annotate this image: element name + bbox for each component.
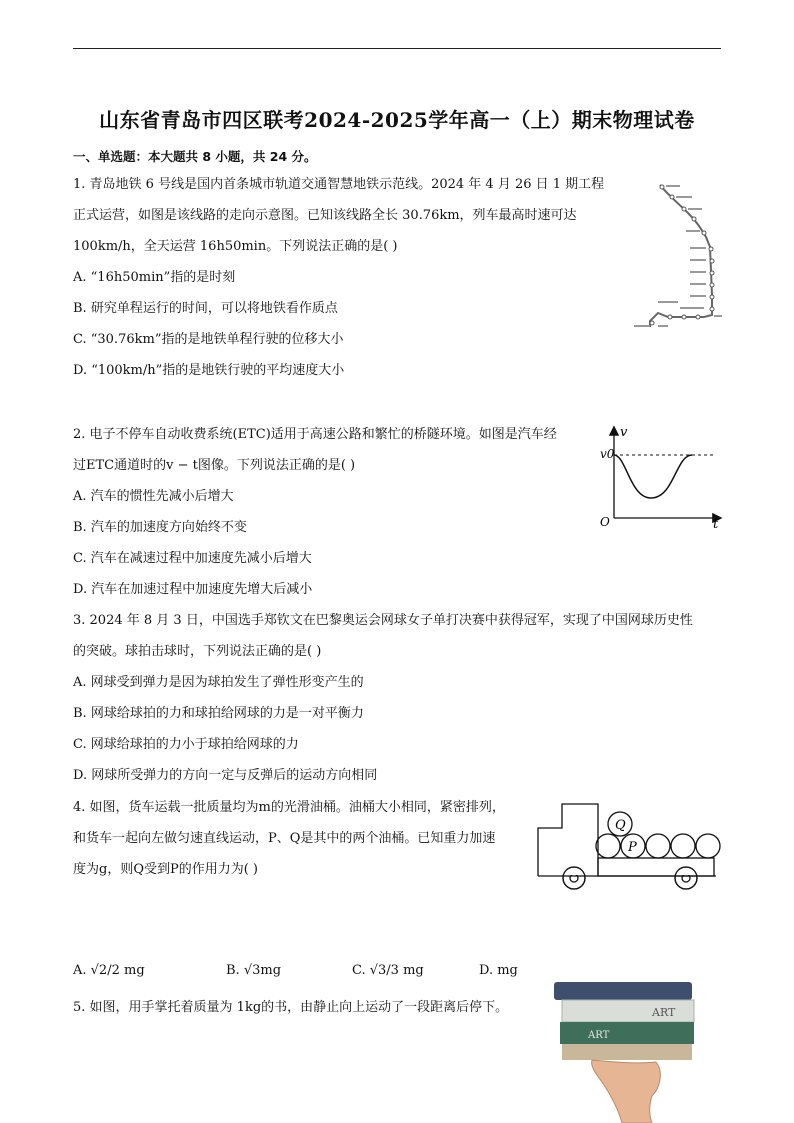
q3-option-d: D. 网球所受弹力的方向一定与反弹后的运动方向相同 bbox=[73, 768, 378, 783]
q2-option-a: A. 汽车的惯性先减小后增大 bbox=[73, 489, 234, 504]
books-on-hand-figure bbox=[552, 976, 712, 1123]
top-rule bbox=[73, 48, 721, 49]
q1-option-c: C. “30.76km”指的是地铁单程行驶的位移大小 bbox=[73, 332, 344, 347]
velocity-curve bbox=[614, 455, 692, 498]
book-title-1: ART bbox=[652, 1006, 676, 1019]
v0-label: v0 bbox=[600, 447, 615, 461]
book-third bbox=[560, 1022, 694, 1044]
truck-cab bbox=[538, 804, 598, 876]
q1-option-b: B. 研究单程运行的时间，可以将地铁看作质点 bbox=[73, 301, 338, 316]
origin-label: O bbox=[600, 515, 610, 529]
metro-line-map bbox=[628, 175, 728, 345]
t-axis-label: t bbox=[713, 517, 719, 530]
q4-option-a: A. √2/2 mg bbox=[73, 963, 145, 978]
q2-option-d: D. 汽车在加速过程中加速度先增大后减小 bbox=[73, 582, 313, 597]
q1-stem-line3: 100km/h，全天运营 16h50min。下列说法正确的是( ) bbox=[73, 239, 398, 254]
q4-stem-line1: 4. 如图，货车运载一批质量均为m的光滑油桶。油桶大小相同，紧密排列， bbox=[73, 800, 505, 815]
oil-barrel bbox=[646, 834, 670, 858]
book-title-2: ART bbox=[588, 1030, 610, 1041]
q3-option-c: C. 网球给球拍的力小于球拍给网球的力 bbox=[73, 737, 299, 752]
q4-stem-line2: 和货车一起向左做匀速直线运动，P、Q是其中的两个油桶。已知重力加速 bbox=[73, 831, 496, 846]
q4-option-b: B. √3mg bbox=[226, 963, 282, 978]
q1-stem-line2: 正式运营，如图是该线路的走向示意图。已知该线路全长 30.76km，列车最高时速可达 bbox=[73, 208, 577, 223]
q4-option-c: C. √3/3 mg bbox=[352, 963, 424, 978]
oil-barrel bbox=[696, 834, 720, 858]
page-title: 山东省青岛市四区联考2024-2025学年高一（上）期末物理试卷 bbox=[99, 108, 695, 132]
oil-barrel bbox=[671, 834, 695, 858]
q1-stem-line1: 1. 青岛地铁 6 号线是国内首条城市轨道交通智慧地铁示范线。2024 年 4 月 26 日 1 期工程 bbox=[73, 177, 605, 192]
q5-stem-line1: 5. 如图，用手掌托着质量为 1kg的书，由静止向上运动了一段距离后停下。 bbox=[73, 1000, 509, 1015]
q2-stem-line2: 过ETC通道时的v − t图像。下列说法正确的是( ) bbox=[73, 458, 356, 473]
q3-stem-line1: 3. 2024 年 8 月 3 日，中国选手郑钦文在巴黎奥运会网球女子单打决赛中获得冠军，实现了中国网球历史性 bbox=[73, 613, 693, 628]
v-axis-label: v bbox=[620, 425, 628, 440]
q3-option-a: A. 网球受到弹力是因为球拍发生了弹性形变产生的 bbox=[73, 675, 364, 690]
barrel-p-label: P bbox=[628, 840, 637, 855]
q3-option-b: B. 网球给球拍的力和球拍给网球的力是一对平衡力 bbox=[73, 706, 364, 721]
truck-oil-barrels-figure bbox=[532, 800, 724, 896]
q2-option-c: C. 汽车在减速过程中加速度先减小后增大 bbox=[73, 551, 312, 566]
vt-graph bbox=[596, 422, 726, 530]
q1-option-d: D. “100km/h”指的是地铁行驶的平均速度大小 bbox=[73, 363, 345, 378]
q2-stem-line1: 2. 电子不停车自动收费系统(ETC)适用于高速公路和繁忙的桥隧环境。如图是汽车经 bbox=[73, 427, 557, 442]
hand bbox=[592, 1060, 661, 1123]
book-bottom bbox=[562, 1044, 692, 1060]
barrel-q-label: Q bbox=[615, 818, 626, 833]
oil-barrel bbox=[596, 834, 620, 858]
q3-stem-line2: 的突破。球拍击球时，下列说法正确的是( ) bbox=[73, 644, 322, 659]
q1-option-a: A. “16h50min”指的是时刻 bbox=[73, 270, 236, 285]
q4-stem-line3: 度为g，则Q受到P的作用力为( ) bbox=[73, 862, 259, 877]
q2-option-b: B. 汽车的加速度方向始终不变 bbox=[73, 520, 247, 535]
book-top bbox=[554, 982, 692, 1000]
section-heading: 一、单选题：本大题共 8 小题，共 24 分。 bbox=[73, 149, 317, 164]
q4-option-d: D. mg bbox=[479, 963, 518, 978]
